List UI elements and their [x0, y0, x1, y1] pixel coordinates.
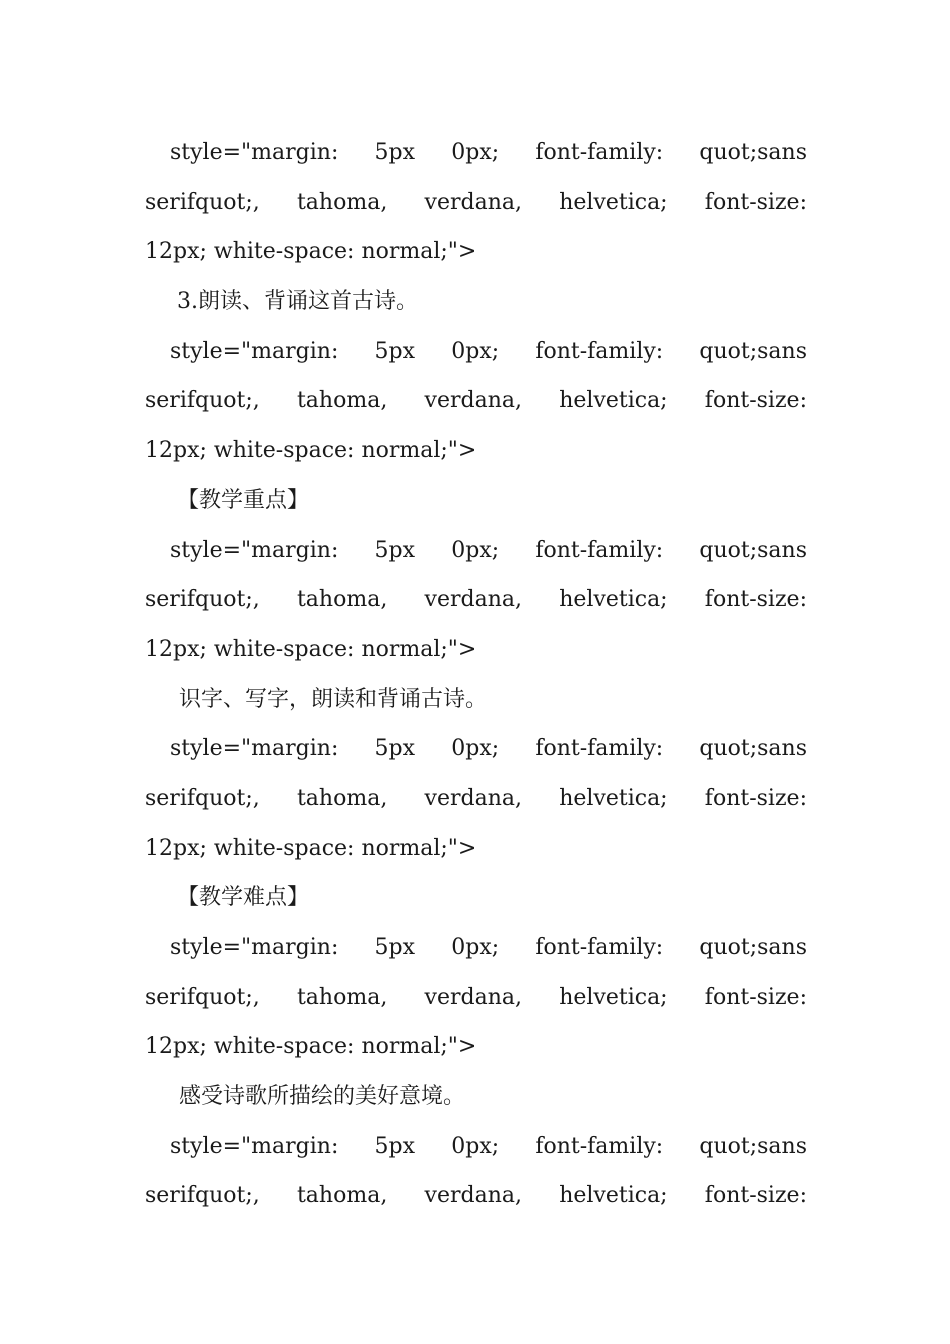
text-line: 12px; white-space: normal;"> — [145, 239, 477, 265]
text-line: style="margin: 5px 0px; font-family: quot;sans — [170, 935, 807, 960]
list-item-recite: 3.朗读、背诵这首古诗。 — [177, 289, 418, 315]
text-line: style="margin: 5px 0px; font-family: quot;sans — [170, 537, 807, 563]
text-line: serifquot;, tahoma, verdana, helvetica; font-size: — [145, 189, 807, 215]
text-line: serifquot;, tahoma, verdana, helvetica; font-size: — [145, 587, 807, 613]
document-body — [145, 128, 807, 1221]
text-line: 12px; white-space: normal;"> — [145, 835, 477, 861]
text-line: serifquot;, tahoma, verdana, helvetica; font-size: — [145, 785, 807, 811]
paragraph-difficulties: 感受诗歌所描绘的美好意境。 — [179, 1084, 466, 1110]
paragraph-key-points: 识字、写字，朗读和背诵古诗。 — [179, 686, 488, 712]
section-heading-key-points: 【教学重点】 — [177, 487, 310, 513]
text-line: style="margin: 5px 0px; font-family: quot;sans — [170, 140, 807, 165]
text-line: style="margin: 5px 0px; font-family: quot;sans — [170, 338, 807, 364]
text-line: serifquot;, tahoma, verdana, helvetica; font-size: — [145, 984, 807, 1010]
text-line: serifquot;, tahoma, verdana, helvetica; font-size: — [145, 1183, 807, 1209]
text-line: style="margin: 5px 0px; font-family: quot;sans — [170, 736, 807, 762]
text-line: serifquot;, tahoma, verdana, helvetica; font-size: — [145, 388, 807, 414]
text-line: 12px; white-space: normal;"> — [145, 438, 477, 464]
text-line: 12px; white-space: normal;"> — [145, 1034, 477, 1060]
section-heading-difficulties: 【教学难点】 — [177, 885, 310, 911]
text-line: 12px; white-space: normal;"> — [145, 636, 477, 662]
text-line: style="margin: 5px 0px; font-family: quot;sans — [170, 1133, 807, 1159]
